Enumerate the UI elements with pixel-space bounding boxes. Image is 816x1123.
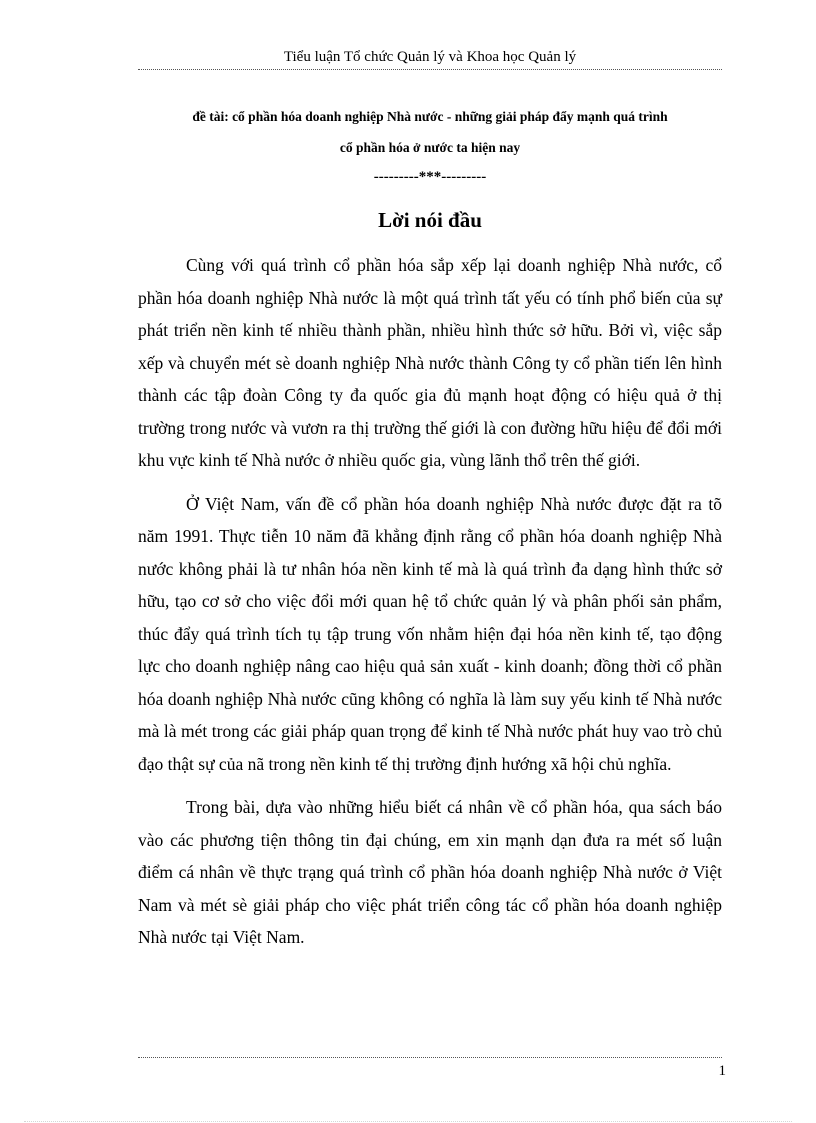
- body-text: [138, 249, 722, 965]
- separator-stars: ---------***---------: [373, 169, 487, 185]
- topic-line-1: đề tài: cổ phần hóa doanh nghiệp Nhà nước - những giải pháp đẩy mạnh quá trình: [192, 109, 668, 124]
- page-number: 1: [718, 1063, 726, 1079]
- paragraph-3: Trong bài, dựa vào những hiểu biết cá nhân về cổ phần hóa, qua sách báo vào các phương tiện thông tin đại chúng, em xin mạnh dạn đưa ra mét số luận điểm cá nhân về thực trạng quá trình cổ phần hóa doanh nghiệp Nhà nước ở Việt Nam và mét sè giải pháp cho việc phát triển công tác cổ phần hóa doanh nghiệp Nhà nước tại Việt Nam.: [138, 797, 722, 947]
- running-header-title: Tiểu luận Tổ chức Quản lý và Khoa học Quản lý: [283, 49, 577, 65]
- paragraph-1: Cùng với quá trình cổ phần hóa sắp xếp lại doanh nghiệp Nhà nước, cổ phần hóa doanh nghiệp Nhà nước là một quá trình tất yếu có tính phổ biến của sự phát triển nền kinh tế nhiều thành phần, nhiều hình thức sở hữu. Bởi vì, việc sắp xếp và chuyển mét sè doanh nghiệp Nhà nước thành Công ty cổ phần tiến lên hình thành các tập đoàn Công ty đa quốc gia đủ mạnh hoạt động có hiệu quả ở thị trường trong nước và vươn ra thị trường thế giới là con đường hữu hiệu để đổi mới khu vực kinh tế Nhà nước ở nhiều quốc gia, vùng lãnh thổ trên thế giới.: [138, 255, 722, 470]
- header-divider: [138, 69, 722, 70]
- page-bottom-border: [24, 1121, 792, 1122]
- topic-line-2: cổ phần hóa ở nước ta hiện nay: [339, 140, 521, 155]
- topic-heading: [138, 101, 722, 163]
- paragraph-2: Ở Việt Nam, vấn đề cổ phần hóa doanh nghiệp Nhà nước được đặt ra tõ năm 1991. Thực tiễn 10 năm đã khẳng định rằng cổ phần hóa doanh nghiệp Nhà nước không phải là tư nhân hóa nền kinh tế mà là quá trình đa dạng hình thức sở hữu, tạo cơ sở cho việc đổi mới quan hệ tổ chức quản lý và phân phối sản phẩm, thúc đẩy quá trình tích tụ tập trung vốn nhằm hiện đại hóa nền kinh tế, tạo động lực cho doanh nghiệp nâng cao hiệu quả sản xuất - kinh doanh; đồng thời cổ phần hóa doanh nghiệp Nhà nước cũng không có nghĩa là làm suy yếu kinh tế Nhà nước mà là mét trong các giải pháp quan trọng để kinh tế Nhà nước phát huy vao trò chủ đạo thật sự của nã trong nền kinh tế thị trường định hướng xã hội chủ nghĩa.: [138, 493, 722, 774]
- footer-divider: [138, 1057, 722, 1058]
- section-title: Lời nói đầu: [378, 208, 482, 232]
